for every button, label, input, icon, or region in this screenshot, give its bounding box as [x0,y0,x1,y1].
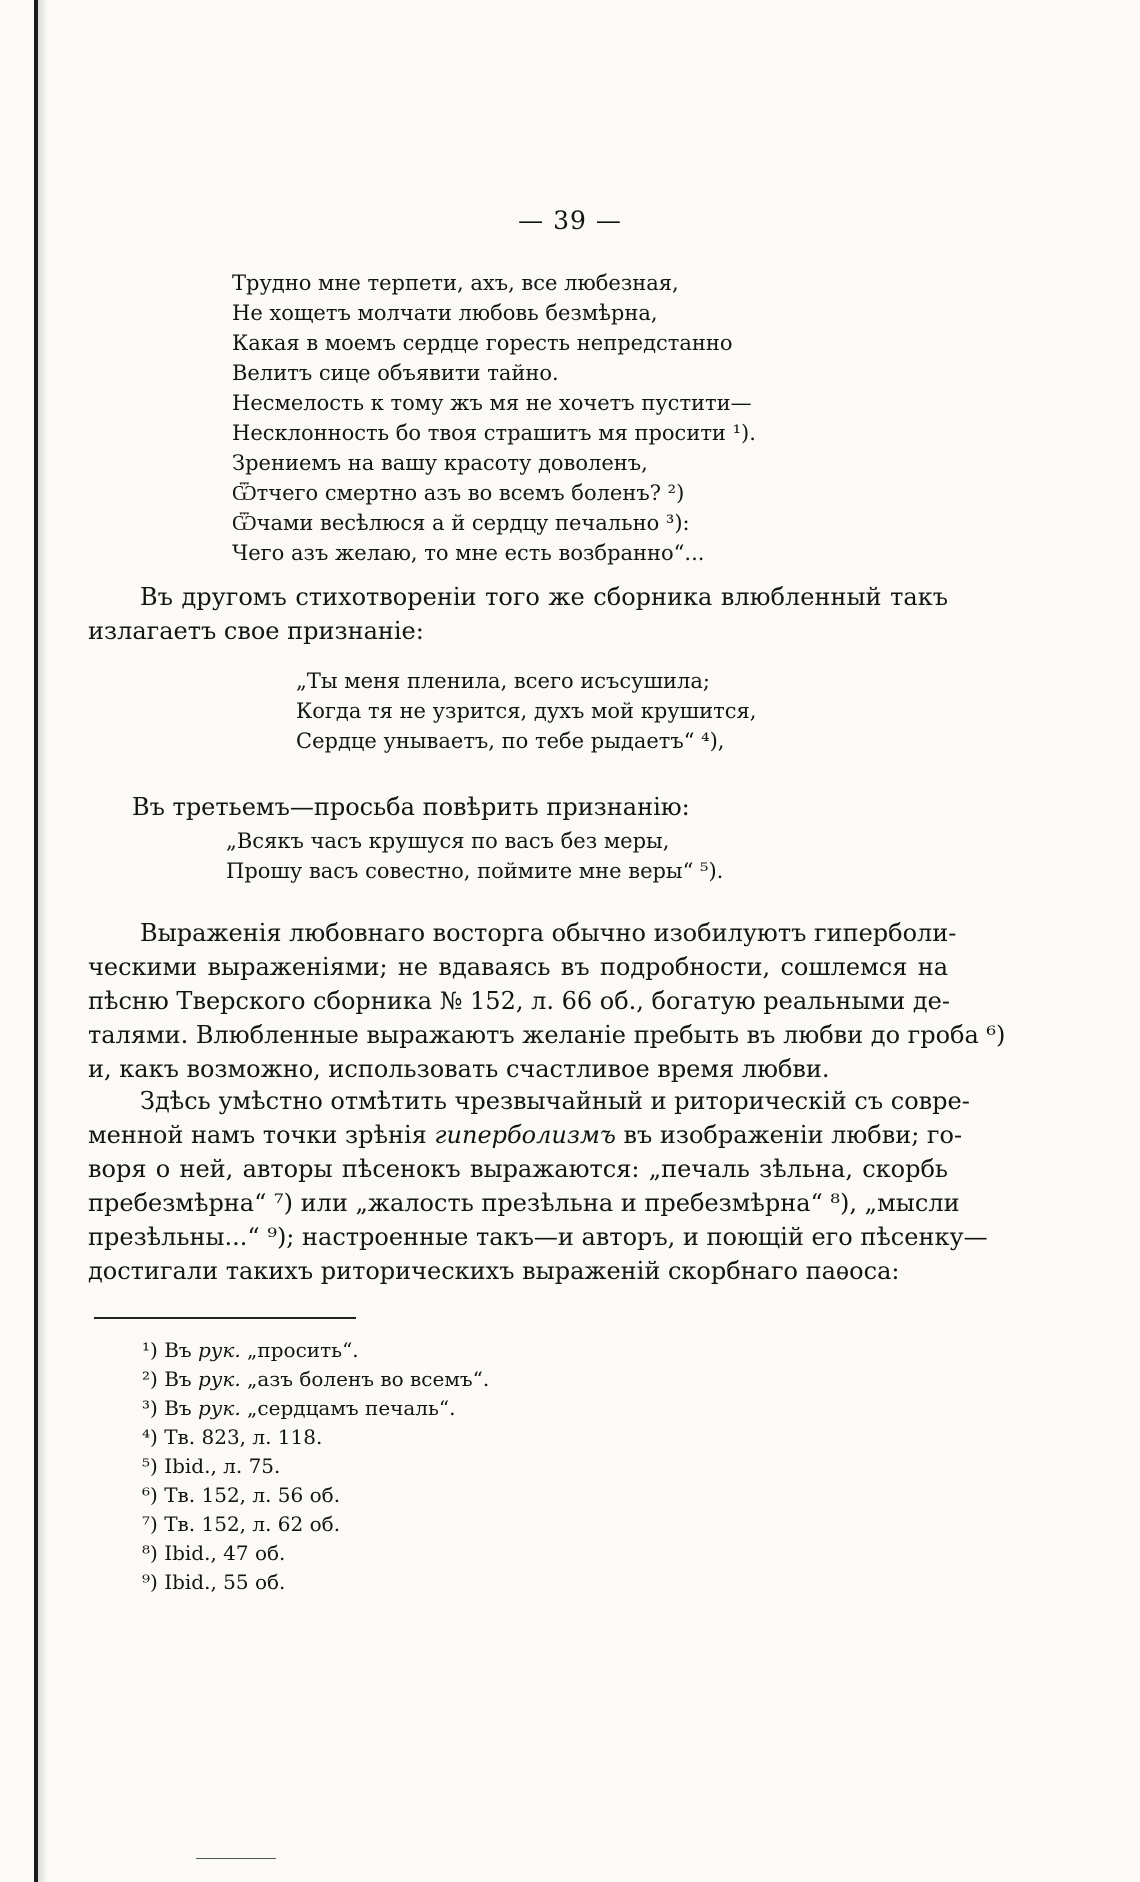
paragraph-line: Здѣсь умѣстно отмѣтить чрезвычайный и риторическій съ совре- [140,1087,970,1115]
verse-line: Велитъ сице объявити тайно. [232,361,559,385]
footnote [142,1568,489,1597]
paragraph-text: въ изображеніи любви; го- [615,1121,963,1149]
footnote-mark: ³) [142,1396,158,1420]
verse-block-2 [296,666,756,756]
verse-line: Ѿчами весѣлюся а й сердцу печально ³): [232,511,690,535]
footnote-mark: ⁸) [142,1541,158,1565]
footnote-source: Ibid., 47 об. [164,1541,286,1565]
paragraph-line: талями. Влюбленные выражаютъ желаніе пребыть въ любви до гроба ⁶) [88,1021,1006,1049]
verse-line: Сердце унываетъ, по тебе рыдаетъ“ ⁴), [296,729,725,753]
footnote-text: „сердцамъ печаль“. [247,1396,456,1420]
verse-line: Несмелость к тому жъ мя не хочетъ пустити— [232,391,752,415]
footnote-mark: ⁷) [142,1512,158,1536]
paragraph-line: пѣсню Тверского сборника № 152, л. 66 об., богатую реальными де- [88,987,950,1015]
paragraph-line: излагаетъ свое признаніе: [88,617,424,645]
paragraph-line: достигали такихъ риторическихъ выраженій скорбнаго паѳоса: [88,1257,900,1285]
footnote-source: Тв. 152, л. 56 об. [164,1483,341,1507]
verse-line: Когда тя не узрится, духъ мой крушится, [296,699,757,723]
paragraph-1 [88,580,948,648]
verse-line: Зрениемъ на вашу красоту доволенъ, [232,451,648,475]
footnote-text: „азъ боленъ во всемъ“. [247,1367,490,1391]
footnote-ref: рук. [197,1396,241,1420]
verse-line: Какая в моемъ сердце горесть непредстанно [232,331,733,355]
footnote-mark: ²) [142,1367,158,1391]
verse-line: Несклонность бо твоя страшитъ мя просити ¹). [232,421,756,445]
footnote [142,1423,489,1452]
footnote-ref: рук. [197,1338,241,1362]
footnote-source: Въ [164,1396,192,1420]
verse-line: Ѿтчего смертно азъ во всемъ боленъ? ²) [232,481,685,505]
footnote [142,1365,489,1394]
footnote-source: Ibid., 55 об. [164,1570,286,1594]
footnote [142,1481,489,1510]
page-number: — 39 — [518,206,622,235]
paragraph-line: пребезмѣрна“ ⁷) или „жалость презѣльна и пребезмѣрна“ ⁸), „мысли [88,1189,960,1217]
footnote-source: Въ [164,1338,192,1362]
verse-line: Прошу васъ совестно, поймите мне веры“ ⁵). [226,859,724,883]
verse-block-1 [232,268,756,568]
paragraph-line: Въ третьемъ—просьба повѣрить признанію: [132,793,690,821]
paragraph-line: воря о ней, авторы пѣсенокъ выражаются: „печаль зѣльна, скорбь [88,1155,948,1183]
paragraph-3 [88,916,1006,1086]
paragraph-4 [88,1084,988,1288]
footnote-mark: ¹) [142,1338,158,1362]
footnote [142,1510,489,1539]
paragraph-line: Въ другомъ стихотвореніи того же сборника влюбленный такъ [140,583,948,611]
footnote [142,1336,489,1365]
paragraph-text: менной намъ точки зрѣнія [88,1121,435,1149]
verse-line: Трудно мне терпети, ахъ, все любезная, [232,271,679,295]
verse-line: Не хощетъ молчати любовь безмѣрна, [232,301,658,325]
verse-line: „Ты меня пленила, всего исъсушила; [296,669,710,693]
footnote [142,1394,489,1423]
footnote [142,1452,489,1481]
footnote-text: „просить“. [247,1338,359,1362]
footnotes [142,1336,489,1597]
footnote-source: Въ [164,1367,192,1391]
verse-block-3 [226,826,723,886]
paragraph-line: и, какъ возможно, использовать счастливое время любви. [88,1055,830,1083]
verse-line: „Всякъ часъ крушуся по васъ без меры, [226,829,670,853]
binding-shadow [38,0,48,1882]
emphasis-term: гиперболизмъ [434,1121,616,1149]
paragraph-line [88,1118,963,1152]
footnote-source: Тв. 823, л. 118. [164,1425,323,1449]
verse-line: Чего азъ желаю, то мне есть возбранно“... [232,541,705,565]
bottom-print-mark [196,1858,276,1859]
footnote-mark: ⁵) [142,1454,158,1478]
footnote-mark: ⁹) [142,1570,158,1594]
footnote-ref: рук. [197,1367,241,1391]
footnote-source: Тв. 152, л. 62 об. [164,1512,341,1536]
paragraph-line: Выраженія любовнаго восторга обычно изобилуютъ гипербoли- [140,919,957,947]
footnote-source: Ibid., л. 75. [164,1454,281,1478]
paragraph-line: презѣльны...“ ⁹); настроенные такъ—и авторъ, и поющій его пѣсенку— [88,1223,988,1251]
footnote [142,1539,489,1568]
footnote-divider [94,1317,356,1319]
footnote-mark: ⁶) [142,1483,158,1507]
paragraph-2 [132,790,952,824]
footnote-mark: ⁴) [142,1425,158,1449]
paragraph-line: ческими выраженіями; не вдаваясь въ подробности, сошлемся на [88,953,948,981]
